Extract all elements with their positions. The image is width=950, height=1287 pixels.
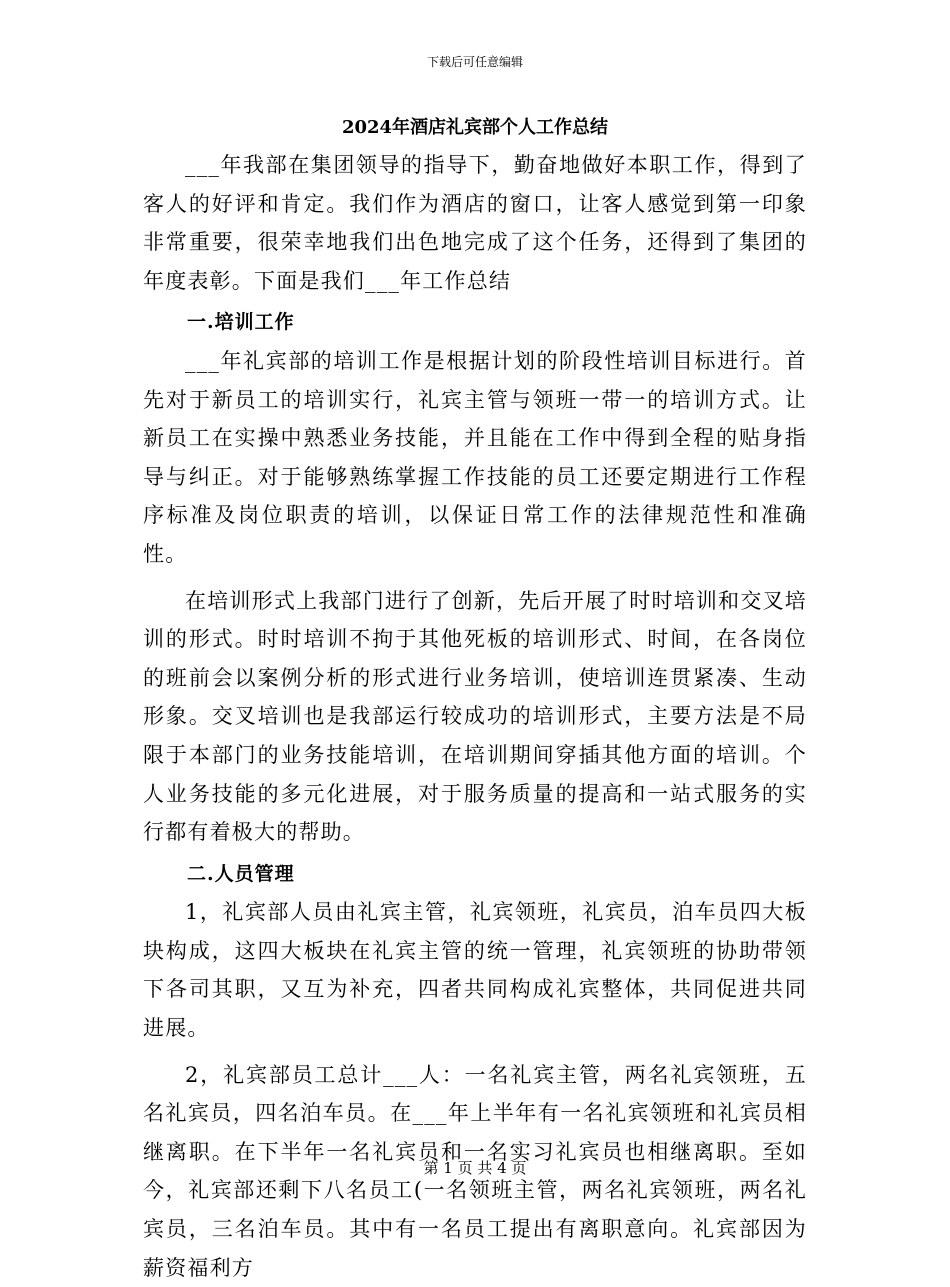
section-heading-staff: 二.人员管理: [187, 862, 295, 885]
training-paragraph-1: ___年礼宾部的培训工作是根据计划的阶段性培训目标进行。首先对于新员工的培训实行，礼宾主管与领班一带一的培训方式。让新员工在实操中熟悉业务技能，并且能在工作中得到全程的贴身指导与纠正。对于能够熟练掌握工作技能的员工还要定期进行工作程序标准及岗位职责的培训，以保证日常工作的法律规范性和准确性。: [143, 348, 807, 566]
training-paragraph-2: 在培训形式上我部门进行了创新，先后开展了时时培训和交叉培训的形式。时时培训不拘于其他死板的培训形式、时间，在各岗位的班前会以案例分析的形式进行业务培训，使培训连贯紧凑、生动形象。交叉培训也是我部运行较成功的培训形式，主要方法是不局限于本部门的业务技能培训，在培训期间穿插其他方面的培训。个人业务技能的多元化进展，对于服务质量的提高和一站式服务的实行都有着极大的帮助。: [143, 588, 807, 845]
document-body: [143, 146, 807, 1287]
staff-paragraph-2: 2，礼宾部员工总计___人：一名礼宾主管，两名礼宾领班，五名礼宾员，四名泊车员。在___年上半年有一名礼宾领班和礼宾员相继离职。在下半年一名礼宾员和一名实习礼宾员也相继离职。至如今，礼宾部还剩下八名员工(一名领班主管，两名礼宾领班，两名礼宾员，三名泊车员。其中有一名员工提出有离职意向。礼宾部因为薪资福利方: [143, 1062, 807, 1280]
section-heading-training: 一.培训工作: [187, 311, 295, 334]
page-indicator: 第 1 页 共 4 页: [423, 1159, 527, 1177]
header-note: 下载后可任意编辑: [426, 55, 523, 69]
staff-paragraph-1: 1，礼宾部人员由礼宾主管，礼宾领班，礼宾员，泊车员四大板块构成，这四大板块在礼宾主管的统一管理，礼宾领班的协助带领下各司其职，又互为补充，四者共同构成礼宾整体，共同促进共同进展。: [143, 900, 807, 1041]
document-title: 2024年酒店礼宾部个人工作总结: [341, 117, 609, 138]
intro-paragraph: ___年我部在集团领导的指导下，勤奋地做好本职工作，得到了客人的好评和肯定。我们作为酒店的窗口，让客人感觉到第一印象非常重要，很荣幸地我们出色地完成了这个任务，还得到了集团的年度表彰。下面是我们___年工作总结: [143, 153, 807, 293]
